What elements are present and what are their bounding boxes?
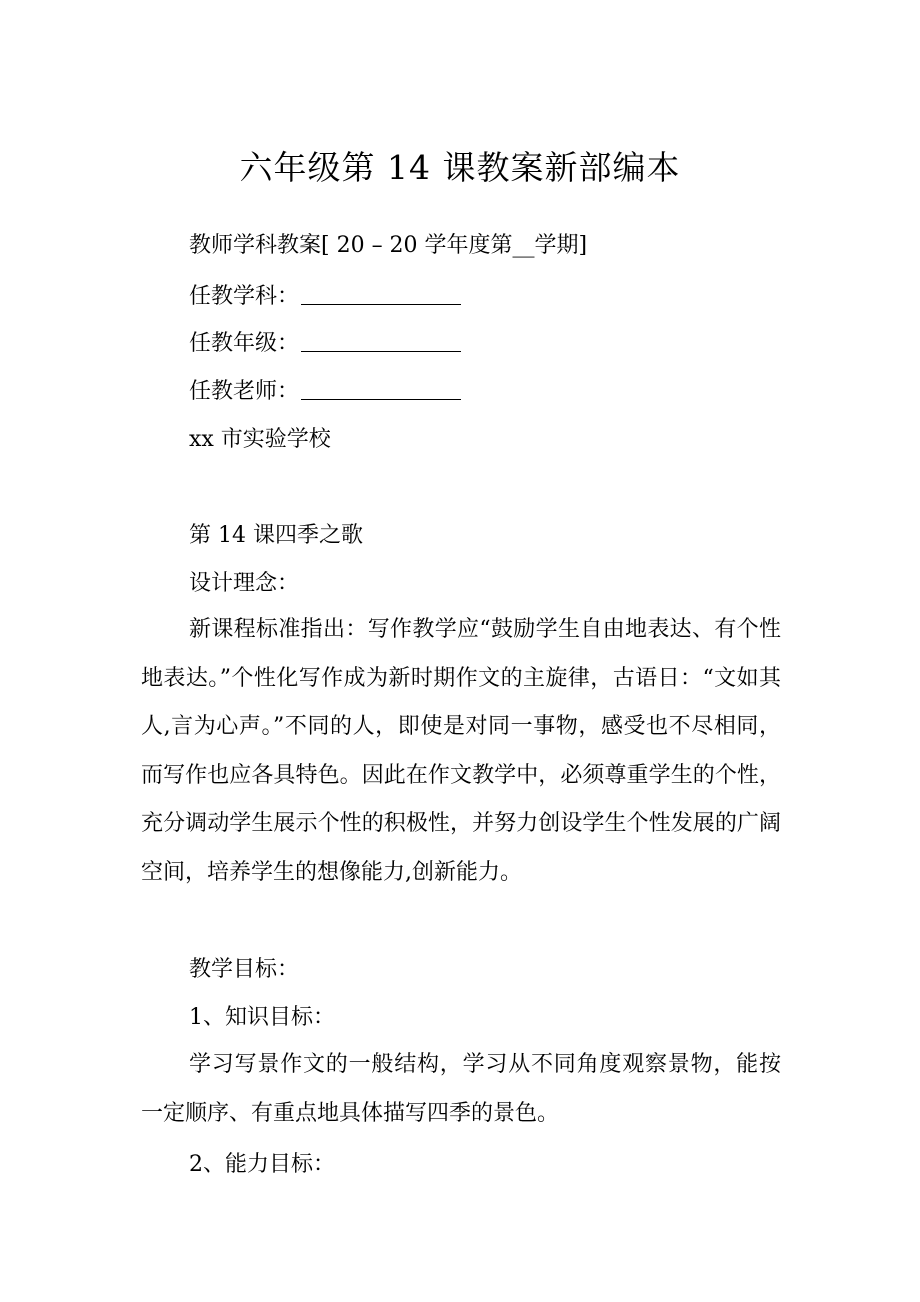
school-name: xx 市实验学校 (189, 427, 331, 452)
design-concept-paragraph: 新课程标准指出：写作教学应“鼓励学生自由地表达、有个性地表达。”个性化写作成为新时期作文的主旋律，古语日：“文如其人,言为心声。”不同的人，即使是对同一事物，感受也不尽相同，而写作也应各具特色。因此在作文教学中，必须尊重学生的个性，充分调动学生展示个性的积极性，并努力创设学生个性发展的广阔空间，培养学生的想像能力,创新能力。 (141, 617, 781, 885)
document-title: 六年级第 14 课教案新部编本 (239, 148, 681, 187)
grade-blank (301, 329, 461, 352)
lesson-title: 第 14 课四季之歌 (189, 523, 363, 548)
ability-heading: 2、能力目标： (189, 1152, 335, 1177)
objectives-heading: 教学目标： (189, 957, 300, 982)
teacher-label: 任教老师： (189, 379, 300, 404)
subject-blank (301, 282, 461, 305)
knowledge-heading: 1、知识目标： (189, 1005, 335, 1030)
grade-label: 任教年级： (189, 331, 300, 356)
grade-field (189, 329, 461, 359)
teacher-field (189, 377, 461, 407)
design-concept-heading: 设计理念： (189, 571, 300, 596)
plan-header: 教师学科教案[ 20 – 20 学年度第__学期] (189, 233, 588, 258)
subject-label: 任教学科： (189, 284, 300, 309)
subject-field (189, 282, 461, 312)
knowledge-paragraph: 学习写景作文的一般结构，学习从不同角度观察景物，能按一定顺序、有重点地具体描写四季的景色。 (141, 1052, 781, 1126)
teacher-blank (301, 377, 461, 400)
